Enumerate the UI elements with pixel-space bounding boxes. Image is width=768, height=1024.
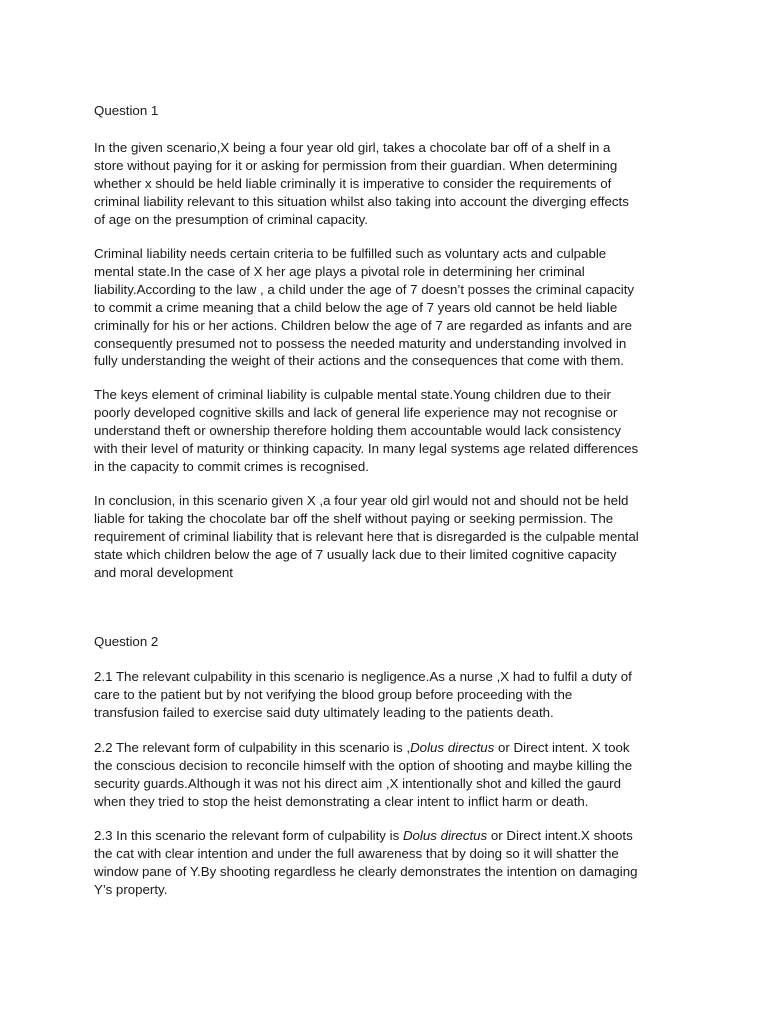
text-line: with their level of maturity or thinking capacity. In many legal systems age related differences [94, 440, 639, 456]
text-line: the conscious decision to reconcile himself with the option of shooting and maybe killing the [94, 757, 633, 773]
text-line: Y’s property. [94, 881, 168, 897]
question-1-heading: Question 1 [94, 103, 159, 118]
text-line: In conclusion, in this scenario given X ,a four year old girl would not and should not be held [94, 493, 629, 508]
text-line: security guards.Although it was not his direct aim ,X intentionally shot and killed the gaurd [94, 775, 621, 791]
text-line: In the given scenario,X being a four year old girl, takes a chocolate bar off of a shelf in a [94, 140, 611, 155]
text-line: 2.1 The relevant culpability in this scenario is negligence.As a nurse ,X had to fulfil a duty of [94, 669, 632, 684]
text-line: poorly developed cognitive skills and lack of general life experience may not recognise or [94, 404, 618, 420]
text-line: criminal liability relevant to this situation whilst also taking into account the diverging effects [94, 193, 629, 209]
text-line [94, 739, 684, 757]
q2-paragraph-2-2 [94, 739, 684, 811]
italic-term: Dolus directus [402, 828, 488, 843]
text-line: Criminal liability needs certain criteria to be fulfilled such as voluntary acts and culpable [94, 246, 607, 261]
text-line: The keys element of criminal liability is culpable mental state.Young children due to their [94, 387, 611, 402]
text-line: transfusion failed to exercise said duty ultimately leading to the patients death. [94, 704, 554, 720]
text-line: in the capacity to commit crimes is recognised. [94, 458, 369, 474]
q2-paragraph-2-3 [94, 827, 684, 899]
text-line: of age on the presumption of criminal capacity. [94, 211, 368, 227]
text-line: liable for taking the chocolate bar off the shelf without paying or seeking permission. The [94, 510, 614, 526]
text-run: or Direct intent.X shoots [487, 828, 633, 843]
text-run: 2.2 The relevant form of culpability in this scenario is , [94, 740, 411, 755]
q2-paragraph-2-1 [94, 668, 684, 722]
text-line: whether x should be held liable criminally it is imperative to consider the requirements of [94, 175, 612, 191]
q1-paragraph-2 [94, 245, 684, 370]
q1-paragraph-3 [94, 386, 684, 476]
text-line: and moral development [94, 564, 233, 580]
q1-paragraph-4 [94, 492, 684, 582]
text-line: store without paying for it or asking for permission from their guardian. When determining [94, 157, 618, 173]
text-line: liability.According to the law , a child under the age of 7 doesn’t posses the criminal capacity [94, 281, 635, 297]
text-line: consequently presumed not to possess the needed maturity and understanding involved in [94, 335, 627, 351]
text-line: to commit a crime meaning that a child below the age of 7 years old cannot be held liable [94, 299, 618, 315]
text-line: when they tried to stop the heist demonstrating a clear intent to inflict harm or death. [94, 793, 589, 809]
text-line: understand theft or ownership therefore holding them accountable would lack consistency [94, 422, 622, 438]
text-line: state which children below the age of 7 usually lack due to their limited cognitive capacity [94, 546, 617, 562]
question-2-heading: Question 2 [94, 634, 159, 649]
text-line: requirement of criminal liability that is relevant here that is disregarded is the culpable mental [94, 528, 639, 544]
italic-term: Dolus directus [410, 740, 495, 755]
text-line: criminally for his or her actions. Children below the age of 7 are regarded as infants and are [94, 317, 633, 333]
text-line [94, 827, 684, 845]
text-line: the cat with clear intention and under the full awareness that by doing so it will shatter the [94, 845, 619, 861]
text-run: 2.3 In this scenario the relevant form of culpability is [94, 828, 403, 843]
q1-paragraph-1 [94, 139, 684, 229]
text-line: care to the patient but by not verifying the blood group before proceeding with the [94, 686, 573, 702]
text-line: fully understanding the weight of their actions and the consequences that come with them. [94, 353, 624, 369]
text-line: window pane of Y.By shooting regardless he clearly demonstrates the intention on damaging [94, 863, 638, 879]
text-line: mental state.In the case of X her age plays a pivotal role in determining her criminal [94, 263, 585, 279]
text-run: or Direct intent. X took [494, 740, 630, 755]
